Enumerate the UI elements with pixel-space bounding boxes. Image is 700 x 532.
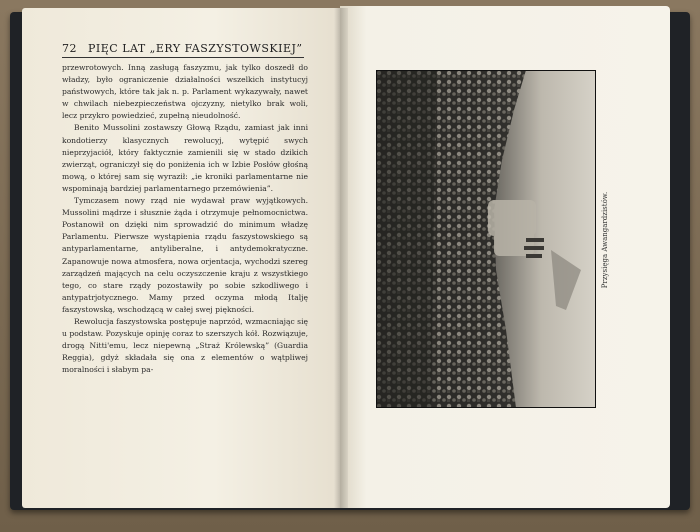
historical-photograph [376, 70, 596, 408]
photo-caption-text: Przysięga Awangardzistów. [601, 191, 609, 289]
body-text [62, 62, 308, 376]
page-number: 72 [62, 42, 77, 55]
paragraph: Tymczasem nowy rząd nie wydawał praw wyjątkowych. Mussolini mądrze i słusznie żąda i otrzymuje pełnomocnictwa. Postanowił on dzięki nim sprowadzić do minimum władzę Parlamentu. Pierwsze wystąpienia rządu faszystowskiego są antyparlamentarne, antyliberalne, i antydemokratyczne. Zapanowuje nowa atmosfera, nowa orjentacja, wychodzi szereg zarządzeń mających na celu oczyszczenie kraju z wszystkiego tego, co stare rządy pozostawiły po sobie szkodliwego i antypatrjotycznego. Mamy przed oczyma młodą Italję faszystowską, wschodzącą w całej swej piękności. [62, 196, 308, 314]
book-gutter [334, 8, 348, 508]
paragraph: przewrotowych. Inną zasługą faszyzmu, jak tylko doszedł do władzy, było ograniczenie działalności wszelkich instytucyj państwowych, które tak jak n. p. Parlament wykazywały, nawet w chwilach niebezpieczeństwa ojczyzny, nietylko brak woli, lecz przykro powiedzieć, zupełną nieudolność. [62, 63, 308, 121]
paragraph: Benito Mussolini zostawszy Głową Rządu, zamiast jak inni kondotierzy klasycznych rewolucyj, wytępić swych nieprzyjaciół, który faktycznie zamienili się w stado dzikich zwierząt, ograniczył się do poniżenia ich w Izbie Posłów głośną mową, o której sam się wyraził: „ie kroniki parlamentarne nie wspominają bardziej parlamentarnego przemówienia”. [62, 123, 308, 193]
paragraph: Rewolucja faszystowska postępuje naprzód, wzmacniając się u podstaw. Pozyskuje opinję coraz to szerszych kół. Rozwiązuje, drogą Nitti'emu, lecz niepewną „Straż Królewską” (Guardia Reggia), gdyż składała się ona z elementów o wątpliwej moralności i słabym pa- [62, 316, 308, 375]
running-head: PIĘC LAT „ERY FASZYSTOWSKIEJ” [88, 42, 303, 55]
page-header [62, 40, 324, 58]
crowd-photo-image [376, 70, 596, 408]
header-rule [62, 57, 304, 58]
